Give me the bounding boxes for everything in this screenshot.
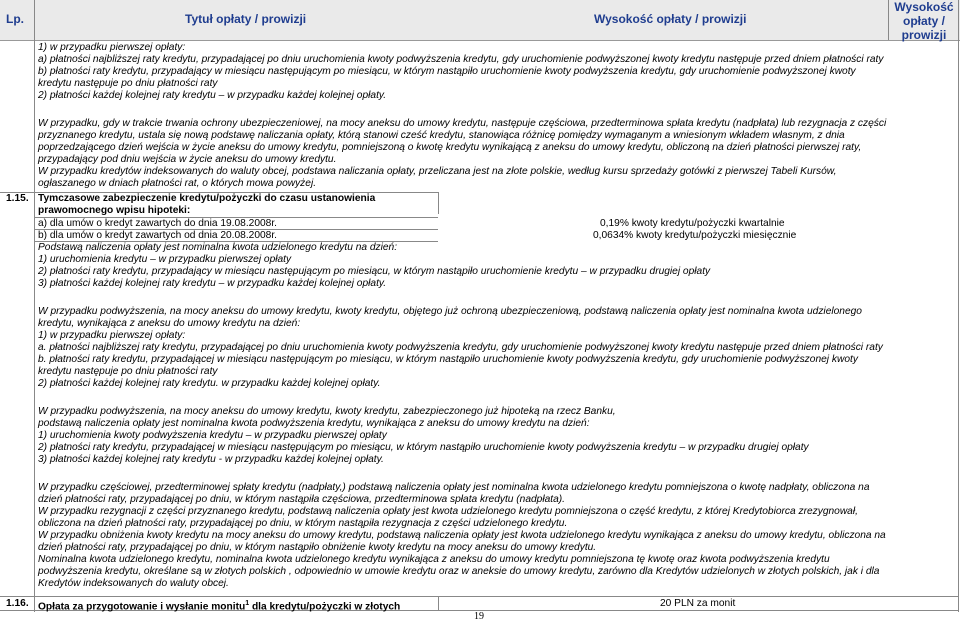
text-line: b. płatności raty kredytu, przypadającej w miesiącu następującym po miesiącu, w którym nastąpiło uruchomienie kwoty podwyższenia kredytu, gdy uruchomienie podwyższonej kwoty: [38, 354, 858, 365]
rate-label: a) dla umów o kredyt zawartych do dnia 19.08.2008r.: [38, 218, 277, 229]
text-line: 3) płatności każdej kolejnej raty kredytu - w przypadku każdej kolejnej opłaty.: [38, 454, 384, 465]
row-divider: [0, 596, 958, 597]
text-line: podstawą naliczenia opłaty jest nominalna kwota podwyższenia kredytu, wynikająca z aneksu do umowy kredytu na dzień:: [38, 418, 590, 429]
text-line: W przypadku obniżenia kwoty kredytu na mocy aneksu do umowy kredytu, podstawą naliczenia opłaty jest kwota udzielonego kredytu wynikająca z aneksu do umowy kredytu, obliczona na: [38, 530, 886, 541]
item-title-tail: dla kredytu/pożyczki w złotych: [251, 601, 401, 613]
fee-value: 20 PLN za monit: [660, 598, 736, 609]
text-line: przypadający pod dniu wejścia w życie aneksu do umowy kredytu.: [38, 154, 337, 165]
text-line: W przypadku podwyższenia, na mocy aneksu do umowy kredytu, kwoty kredytu, objętego już ochroną ubezpieczeniową, podstawą naliczenia opłaty jest nominalna kwota udzielonego: [38, 306, 862, 317]
item-number: 1.15.: [6, 193, 29, 204]
text-line: Nominalna kwota udzielonego kredytu, nominalna kwota udzielonego kredytu wynikająca z aneksu do umowy kredytu pomniejszona tę kwotę oraz kwota podwyższenia kredytu: [38, 554, 830, 565]
text-line: b) płatności raty kredytu, przypadający w miesiącu następującym po miesiącu, w którym nastąpiło uruchomienie kwoty podwyższenia kredytu, gdy uruchomienie podwyższonej kwoty: [38, 66, 856, 77]
rate-label: b) dla umów o kredyt zawartych od dnia 20.08.2008r.: [38, 230, 277, 241]
text-line: ogłaszanego w dniach płatności rat, o których mowa powyżej.: [38, 178, 317, 189]
text-line: kredytu, wynikająca z aneksu do umowy kredytu na dzień:: [38, 318, 301, 329]
text-line: 1) w przypadku pierwszej opłaty:: [38, 42, 186, 53]
text-line: dzień płatności raty, przypadającej po dniu, w którym nastąpiło obniżenie kwoty kredytu na mocy aneksu do umowy kredytu.: [38, 542, 597, 553]
text-line: Kredytów indeksowanych do waluty obcej.: [38, 578, 229, 589]
column-divider: [438, 596, 439, 610]
column-divider: [958, 0, 959, 612]
column-divider: [888, 0, 889, 40]
text-line: 3) płatności każdej kolejnej raty kredytu – w przypadku każdej kolejnej opłaty.: [38, 278, 387, 289]
text-line: 2) płatności raty kredytu, przypadający w miesiącu następującym po miesiącu, w którym nastąpiło uruchomienie kredytu – w przypadku drugiej opłaty: [38, 266, 711, 277]
header-lp: Lp.: [6, 12, 24, 26]
text-line: przyznanego kredytu, ustala się nową podstawę naliczania opłaty, którą stanowi cześć kredytu, stanowiąca różnicę pomiędzy wymaganym a wniesionym wkładem własnym, z dnia: [38, 130, 845, 141]
item-title: [38, 598, 400, 613]
text-line: Podstawą naliczenia opłaty jest nominalna kwota udzielonego kredytu na dzień:: [38, 242, 398, 253]
text-line: 2) płatności raty kredytu, przypadającej w miesiącu następującym po miesiącu, w którym nastąpiło uruchomienie kwoty podwyższenia kredytu – w przypadku drugiej opłaty: [38, 442, 809, 453]
text-line: kredytu następuje po dniu płatności raty: [38, 78, 218, 89]
header-amount-line: prowizji: [901, 28, 947, 42]
text-line: W przypadku kredytów indeksowanych do waluty obcej, podstawa naliczania opłaty, przeliczana jest na złote polskie, według kursu sprzedaży gotówki z pierwszej Tabeli Kursów,: [38, 166, 837, 177]
text-line: 1) w przypadku pierwszej opłaty:: [38, 330, 186, 341]
column-divider: [34, 0, 35, 612]
header-amount: [888, 0, 960, 42]
rate-value: 0,0634% kwoty kredytu/pożyczki miesięcznie: [593, 230, 797, 241]
text-line: 2) płatności każdej kolejnej raty kredytu. w przypadku każdej kolejnej opłaty.: [38, 378, 381, 389]
text-line: podwyższenia kredytu, określane są w złotych polskich , odpowiednio w umowie kredytu oraz w aneksie do umowy kredytu, zarówno dla Kredytów udzielonych w złotych polskich, jak i dla: [38, 566, 880, 577]
text-line: dzień płatności raty, przypadającej po dniu, w którym nastąpiła częściowa, przedterminowa spłata kredytu (nadpłata).: [38, 494, 565, 505]
item-title: Tymczasowe zabezpieczenie kredytu/pożyczki do czasu ustanowienia: [38, 193, 376, 204]
column-divider: [438, 192, 439, 214]
text-line: W przypadku, gdy w trakcie trwania ochrony ubezpieczeniowej, na mocy aneksu do umowy kredytu, następuje częściowa, przedterminowa spłata kredytu (nadpłata) lub rezygnacja z części: [38, 118, 887, 129]
item-title: prawomocnego wpisu hipoteki:: [38, 205, 191, 216]
item-title-text: Opłata za przygotowanie i wysłanie monitu: [38, 601, 246, 613]
item-number: 1.16.: [6, 598, 29, 609]
rate-value: 0,19% kwoty kredytu/pożyczki kwartalnie: [600, 218, 785, 229]
header-amount-line: opłaty /: [902, 14, 945, 28]
page-number: 19: [474, 611, 484, 622]
text-line: a. płatności najbliższej raty kredytu, przypadającej po dniu uruchomienia kwoty podwyższenia kredytu, gdy uruchomienie podwyższonej kwoty kredytu następuje przed dniem płatności raty: [38, 342, 883, 353]
text-line: 2) płatności każdej kolejnej raty kredytu – w przypadku każdej kolejnej opłaty.: [38, 90, 387, 101]
header-title: Tytuł opłaty / prowizji: [185, 12, 307, 26]
text-line: 1) uruchomienia kredytu – w przypadku pierwszej opłaty: [38, 254, 292, 265]
text-line: W przypadku podwyższenia, na mocy aneksu do umowy kredytu, kwoty kredytu, zabezpieczonego już hipoteką na rzecz Banku,: [38, 406, 616, 417]
header-value: Wysokość opłaty / prowizji: [594, 12, 747, 26]
text-line: poprzedzającego dzień wejścia w życie aneksu do umowy kredytu, pomniejszoną o kwotę kredytu wynikającą z aneksu do umowy kredytu, obliczoną na dzień płatności pierwszej raty,: [38, 142, 862, 153]
text-line: W przypadku rezygnacji z części przyznanego kredytu, podstawą naliczenia opłaty jest kwota udzielonego kredytu pomniejszona o część kredytu, z której Kredytobiorca zrezygnował,: [38, 506, 858, 517]
header-amount-line: Wysokość: [894, 0, 954, 14]
text-line: kredytu następuje po dniu płatności raty: [38, 366, 218, 377]
footnote-marker: 1: [245, 600, 250, 607]
table-header: [0, 0, 960, 41]
text-line: 1) uruchomienia kwoty podwyższenia kredytu – w przypadku pierwszej opłaty: [38, 430, 387, 441]
text-line: obliczona na dzień płatności raty, przypadającej po dniu, w którym nastąpiła rezygnacja z części udzielonego kredytu.: [38, 518, 568, 529]
text-line: a) płatności najbliższej raty kredytu, przypadającej po dniu uruchomienia kwoty podwyższenia kredytu, gdy uruchomienie podwyższonej kwoty kredytu następuje przed dniem płatności raty: [38, 54, 884, 65]
text-line: W przypadku częściowej, przedterminowej spłaty kredytu (nadpłaty,) podstawą naliczenia opłaty jest nominalna kwota udzielonego kredytu pomniejszona o kwotę nadpłaty, obliczona na: [38, 482, 870, 493]
